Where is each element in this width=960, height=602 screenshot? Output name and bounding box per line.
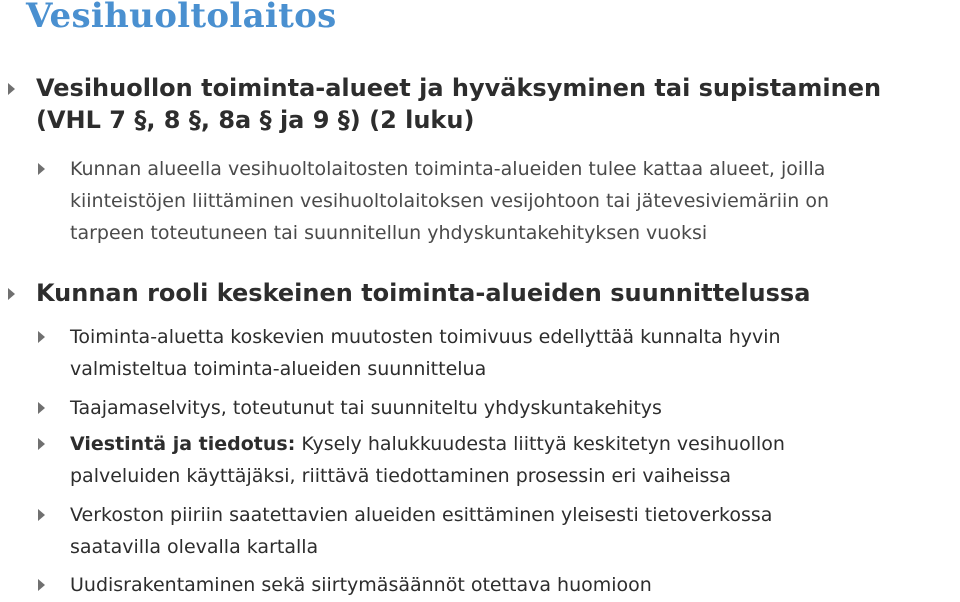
bullet-line: Vesihuollon toiminta-alueet ja hyväksyminen tai supistaminen <box>36 74 882 102</box>
bullet-line: Toiminta-aluetta koskevien muutosten toimivuus edellyttää kunnalta hyvin <box>70 326 781 348</box>
bullet-arrow-icon <box>38 509 45 521</box>
slide-title: Vesihuoltolaitos <box>26 0 337 36</box>
bullet-line: Taajamaselvitys, toteutunut tai suunniteltu yhdyskuntakehitys <box>70 397 662 419</box>
bullet-line: kiinteistöjen liittäminen vesihuoltolaitoksen vesijohtoon tai jätevesiviemäriin on <box>70 190 830 212</box>
bullet-arrow-icon <box>38 402 45 414</box>
bullet-line: valmisteltua toiminta-alueiden suunnittelua <box>70 358 487 380</box>
bullet-line: palveluiden käyttäjäksi, riittävä tiedottaminen prosessin eri vaiheissa <box>70 465 731 487</box>
bullet-arrow-icon <box>38 331 45 343</box>
bullet-line <box>70 428 785 460</box>
bullet-arrow-icon <box>38 579 45 591</box>
bold-prefix: Viestintä ja tiedotus: <box>70 433 296 455</box>
bullet-arrow-icon <box>38 438 45 450</box>
bullet-line: Verkoston piiriin saatettavien alueiden esittäminen yleisesti tietoverkossa <box>70 504 773 526</box>
bullet-text: Kysely halukkuudesta liittyä keskitetyn vesihuollon <box>295 433 785 455</box>
bullet-arrow-icon <box>8 288 15 300</box>
bullet-arrow-icon <box>8 83 15 95</box>
bullet-line: Uudisrakentaminen sekä siirtymäsäännöt otettava huomioon <box>70 574 652 596</box>
bullet-line: saatavilla olevalla kartalla <box>70 536 319 558</box>
bullet-arrow-icon <box>38 163 45 175</box>
bullet-line: Kunnan alueella vesihuoltolaitosten toiminta-alueiden tulee kattaa alueet, joilla <box>70 158 826 180</box>
bullet-line: Kunnan rooli keskeinen toiminta-alueiden suunnittelussa <box>36 279 811 307</box>
bullet-line: (VHL 7 §, 8 §, 8a § ja 9 §) (2 luku) <box>36 106 475 134</box>
bullet-line: tarpeen toteutuneen tai suunnitellun yhdyskuntakehityksen vuoksi <box>70 222 708 244</box>
